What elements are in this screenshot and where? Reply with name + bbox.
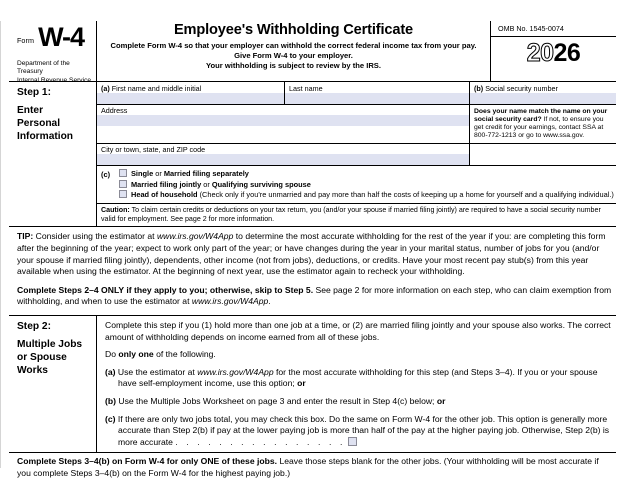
step-1-name-row [97,82,616,105]
step-1-address-row [97,105,616,144]
ssn-field-cell[interactable] [470,82,616,105]
step-2-intro: Complete this step if you (1) hold more than one job at a time, or (2) are married filing jointly and your spouse also works. The correct amount of withholding depends on income earned from all of these jobs. [105,319,611,342]
filing-status-group [97,166,616,203]
option-a-or: or [297,378,306,389]
step-2-option-c [105,414,612,449]
agency-line-1: Department of the Treasury [17,60,70,76]
caution-note [97,203,616,226]
bottom-note-label: Complete Steps 3–4(b) on Form W-4 for only ONE of these jobs. [17,456,278,467]
filing-status-hoh-label: Head of household [131,190,198,200]
form-number-block [9,24,92,51]
do-only-post: of the following. [153,349,216,360]
filing-status-surviving-label: Qualifying surviving spouse [211,179,311,189]
filing-status-single-label: Single [131,169,154,179]
option-b-text: Use the Multiple Jobs Worksheet on page 3 and enter the result in Step 4(c) below; [115,395,437,406]
do-only-bold: only one [118,349,154,360]
first-name-field-cell[interactable] [97,82,285,105]
field-marker-b: (b) [474,83,484,93]
step-1-label-line-2: Enter [17,105,44,116]
agency-block [9,60,92,85]
tip-paragraph [17,231,614,277]
tax-year [491,37,616,69]
tip-label: TIP: [17,231,34,242]
step-2-section [9,316,616,452]
omb-number: OMB No. 1545-0074 [491,21,616,37]
form-number: W-4 [38,22,85,52]
form-word-label: Form [16,36,35,45]
form-title-block [97,21,490,81]
tax-year-prefix: 20 [526,39,554,67]
subtitle-line-2: Give Form W-4 to your employer. [234,51,353,61]
tip-estimator-link[interactable]: www.irs.gov/W4App [156,231,234,242]
steps-note-text-2: . [268,296,271,307]
checkbox-head-of-household-icon[interactable] [119,190,127,198]
steps-note-text-1: See page 2 for more information on each step, who can claim exemption from withholding, and when to use the estimator at [17,284,612,307]
step-1-label-line-1: Step 1: [17,87,51,98]
filing-status-hoh-detail: (Check only if you're unmarried and pay more than half the costs of keeping up a home for yourself and a qualifying individual.) [197,190,614,200]
step-2-do-only-one [105,349,612,361]
option-c-marker: (c) [105,413,116,424]
filing-status-single-row[interactable] [119,169,616,180]
filing-status-separately-label: Married filing separately [163,169,249,179]
option-a-marker: (a) [105,366,116,377]
first-name-label [97,82,284,93]
form-subtitle [103,41,484,72]
option-c-text: If there are only two jobs total, you may check this box. Do the same on Form W-4 for the other job. This option is generally more accurate than Step 2(b) if pay at the lower paying job is more than half of the pay at the higher paying job. Otherwise, Step 2(b) is more accurate [115,413,610,447]
w4-form-page [1,21,624,478]
step-1-label [9,82,97,226]
omb-year-block [490,21,616,81]
step-2-option-a [105,367,612,390]
filing-status-jointly-label: Married filing jointly [131,179,202,189]
step-1-label-line-3: Personal [17,118,61,129]
form-header [9,21,616,84]
checkbox-married-jointly-icon[interactable] [119,180,127,188]
first-name-label-text: First name and middle initial [111,83,202,93]
caution-label: Caution: [101,205,130,214]
ssa-note-spacer [470,144,616,167]
step-1-label-line-4: Information [17,131,74,142]
step-1-city-row [97,144,616,167]
option-a-text-2: for the most accurate withholding for this step (and Steps 3–4). If you or your spouse have self-employment income, use this option; [118,366,598,389]
tip-text-2: to determine the most accurate withholding for the rest of the year if you: are completing this form after the beginning of the year; expect to work only part of the year; or have changes during the year in your marital status, number of jobs for you (and/or your spouse if married filing jointly), dependents, other income (not from jobs), deductions, or credits. Have your most recent pay stub(s) from this year available when using the estimator. At the beginning of next year, use the estimator again to recheck your withholding. [17,231,606,277]
option-b-or: or [436,395,446,406]
step-2-bottom-note [9,453,616,479]
subtitle-line-3: Your withholding is subject to review by the IRS. [206,61,381,71]
do-only-pre: Do [105,349,119,360]
steps-note-paragraph [17,285,614,308]
step-1-section [9,82,616,226]
tip-text-1: Consider using the estimator at [33,231,157,242]
steps-note-label: Complete Steps 2–4 ONLY if they apply to you; otherwise, skip to Step 5. [17,284,314,295]
filing-status-hoh-row[interactable] [119,190,616,201]
filing-status-jointly-conj: or [201,179,212,189]
agency-line-2: Internal Revenue Service [17,76,92,84]
step-1-body [97,82,616,226]
page-title: Employee's Withholding Certificate [173,22,414,38]
last-name-input[interactable] [285,93,469,104]
field-marker-c: (c) [101,170,111,180]
city-field-cell[interactable] [97,144,470,167]
city-input[interactable] [97,154,469,165]
step-2-label-line-3: or Spouse [17,351,67,363]
option-a-text-1: Use the estimator at [115,366,198,377]
step-2-label-line-1: Step 2: [17,320,51,332]
city-label: City or town, state, and ZIP code [101,145,206,155]
address-field-cell[interactable] [97,105,470,144]
steps-note-link[interactable]: www.irs.gov/W4App [191,296,269,307]
form-identity-block [9,21,97,84]
ssa-note-text [470,105,616,143]
address-label: Address [101,106,128,115]
option-c-leader-dots: . . . . . . . . . . . . . . . . [175,436,346,447]
checkbox-step2c-icon[interactable] [348,437,357,446]
address-input[interactable] [97,115,469,126]
tip-and-steps-block [9,227,616,308]
step-2-label-line-4: Works [17,364,48,376]
step-2-option-b [105,396,612,408]
ssa-note-cell [470,105,616,144]
ssa-note-detail: If not, to ensure you get credit for your earnings, contact SSA at 800-772-1213 or go to www.ssa.gov. [474,115,604,140]
subtitle-line-1: Complete Form W-4 so that your employer can withhold the correct federal income tax from your pay. [110,41,477,50]
bottom-note-text: Leave those steps blank for the other jobs. (Your withholding will be most accurate if you complete Steps 3–4(b) on the Form W-4 for the highest paying job.) [17,456,599,478]
first-name-input[interactable] [97,93,284,104]
checkbox-single-icon[interactable] [119,169,127,177]
filing-status-options [119,169,616,201]
ssn-input[interactable] [470,93,616,104]
step-2-label-line-2: Multiple Jobs [17,338,83,350]
field-marker-a: (a) [101,83,110,93]
filing-status-jointly-row[interactable] [119,180,616,191]
filing-status-single-conj: or [153,169,164,179]
ssn-label [470,82,616,93]
step-2-body [97,316,616,452]
last-name-label: Last name [289,83,323,93]
ssn-label-text: Social security number [485,83,558,93]
last-name-field-cell[interactable] [285,82,470,105]
option-b-marker: (b) [105,395,116,406]
caution-text: To claim certain credits or deductions on your tax return, you (and/or your spouse if married filing jointly) are required to have a social security number valid for employment. See page 2 for more information. [101,205,601,224]
ssa-note-question: Does your name match the name on your social security card? [474,107,608,123]
step-2-label [9,316,97,452]
option-a-link[interactable]: www.irs.gov/W4App [197,366,274,377]
tax-year-suffix: 26 [553,39,581,67]
